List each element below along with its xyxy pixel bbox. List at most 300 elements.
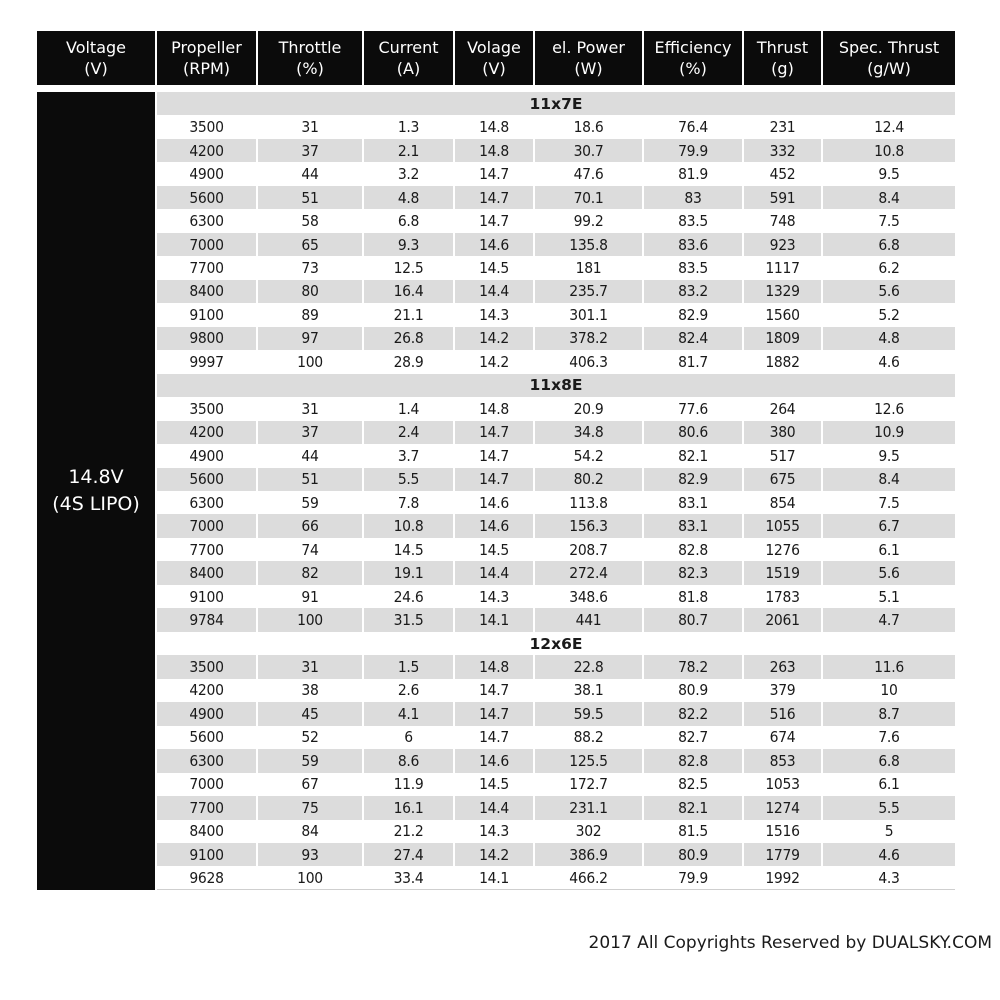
cell-volage: 14.8: [455, 655, 533, 678]
cell-spec-thrust: 11.6: [823, 655, 955, 678]
cell-thrust: 1809: [744, 327, 821, 350]
cell-thrust: 675: [744, 468, 821, 491]
cell-throttle: 75: [258, 796, 362, 819]
cell-thrust: 1783: [744, 585, 821, 608]
cell-el-power: 34.8: [535, 421, 642, 444]
cell-current: 21.1: [364, 303, 453, 326]
cell-rpm: 5600: [157, 468, 256, 491]
cell-spec-thrust: 4.6: [823, 843, 955, 866]
cell-el-power: 113.8: [535, 491, 642, 514]
cell-spec-thrust: 4.6: [823, 350, 955, 373]
cell-volage: 14.6: [455, 491, 533, 514]
cell-throttle: 80: [258, 280, 362, 303]
voltage-cell: [37, 92, 155, 890]
cell-throttle: 44: [258, 444, 362, 467]
cell-current: 4.8: [364, 186, 453, 209]
cell-volage: 14.5: [455, 256, 533, 279]
table-row: [157, 843, 955, 866]
cell-throttle: 74: [258, 538, 362, 561]
cell-current: 16.1: [364, 796, 453, 819]
cell-efficiency: 82.8: [644, 749, 742, 772]
cell-el-power: 386.9: [535, 843, 642, 866]
cell-current: 4.1: [364, 702, 453, 725]
cell-volage: 14.5: [455, 773, 533, 796]
cell-current: 2.1: [364, 139, 453, 162]
cell-throttle: 37: [258, 421, 362, 444]
cell-volage: 14.5: [455, 538, 533, 561]
data-grid: [157, 92, 955, 890]
cell-rpm: 7700: [157, 256, 256, 279]
table-row: [157, 397, 955, 420]
cell-volage: 14.8: [455, 139, 533, 162]
cell-spec-thrust: 9.5: [823, 162, 955, 185]
table-row: [157, 608, 955, 631]
cell-efficiency: 83.5: [644, 256, 742, 279]
cell-rpm: 4200: [157, 679, 256, 702]
table-row: [157, 655, 955, 678]
cell-throttle: 84: [258, 820, 362, 843]
table-row: [157, 866, 955, 889]
cell-rpm: 9800: [157, 327, 256, 350]
cell-current: 11.9: [364, 773, 453, 796]
cell-volage: 14.7: [455, 162, 533, 185]
cell-spec-thrust: 8.7: [823, 702, 955, 725]
cell-spec-thrust: 5.6: [823, 561, 955, 584]
cell-throttle: 100: [258, 608, 362, 631]
cell-efficiency: 77.6: [644, 397, 742, 420]
cell-throttle: 52: [258, 726, 362, 749]
cell-current: 1.5: [364, 655, 453, 678]
cell-spec-thrust: 6.8: [823, 749, 955, 772]
cell-volage: 14.6: [455, 233, 533, 256]
header-current: [364, 31, 453, 85]
cell-efficiency: 83.6: [644, 233, 742, 256]
header-unit: (%): [296, 59, 324, 78]
cell-thrust: 264: [744, 397, 821, 420]
cell-current: 6.8: [364, 209, 453, 232]
header-spec-thrust: [823, 31, 955, 85]
cell-spec-thrust: 4.7: [823, 608, 955, 631]
table-row: [157, 327, 955, 350]
cell-volage: 14.3: [455, 303, 533, 326]
table-row: [157, 726, 955, 749]
cell-el-power: 301.1: [535, 303, 642, 326]
cell-thrust: 263: [744, 655, 821, 678]
cell-throttle: 82: [258, 561, 362, 584]
table-row: [157, 514, 955, 537]
cell-el-power: 348.6: [535, 585, 642, 608]
cell-thrust: 1516: [744, 820, 821, 843]
cell-throttle: 100: [258, 350, 362, 373]
cell-thrust: 854: [744, 491, 821, 514]
cell-throttle: 31: [258, 397, 362, 420]
cell-rpm: 4900: [157, 702, 256, 725]
header-efficiency: [644, 31, 742, 85]
table-row: [157, 280, 955, 303]
cell-rpm: 9628: [157, 866, 256, 889]
cell-throttle: 97: [258, 327, 362, 350]
cell-efficiency: 82.1: [644, 444, 742, 467]
cell-spec-thrust: 8.4: [823, 186, 955, 209]
header-label: Current: [378, 38, 439, 57]
header-label: Spec. Thrust: [838, 38, 940, 57]
cell-el-power: 59.5: [535, 702, 642, 725]
cell-thrust: 748: [744, 209, 821, 232]
header-label: Thrust: [756, 38, 809, 57]
header-unit: (RPM): [182, 59, 231, 78]
table-row: [157, 139, 955, 162]
cell-thrust: 517: [744, 444, 821, 467]
cell-el-power: 302: [535, 820, 642, 843]
cell-efficiency: 81.7: [644, 350, 742, 373]
cell-volage: 14.7: [455, 468, 533, 491]
cell-current: 16.4: [364, 280, 453, 303]
cell-rpm: 7000: [157, 233, 256, 256]
header-throttle: [258, 31, 362, 85]
cell-spec-thrust: 10.8: [823, 139, 955, 162]
cell-spec-thrust: 5: [823, 820, 955, 843]
cell-volage: 14.7: [455, 444, 533, 467]
cell-current: 12.5: [364, 256, 453, 279]
cell-spec-thrust: 12.6: [823, 397, 955, 420]
cell-volage: 14.1: [455, 866, 533, 889]
header-unit: (V): [84, 59, 108, 78]
table-row: [157, 491, 955, 514]
cell-current: 26.8: [364, 327, 453, 350]
cell-throttle: 45: [258, 702, 362, 725]
copyright-footer: 2017 All Copyrights Reserved by DUALSKY.COM: [588, 933, 992, 953]
cell-el-power: 125.5: [535, 749, 642, 772]
table-row: [157, 538, 955, 561]
cell-rpm: 8400: [157, 280, 256, 303]
cell-rpm: 9100: [157, 303, 256, 326]
cell-spec-thrust: 10.9: [823, 421, 955, 444]
cell-thrust: 1276: [744, 538, 821, 561]
cell-efficiency: 79.9: [644, 139, 742, 162]
cell-rpm: 3500: [157, 397, 256, 420]
cell-thrust: 380: [744, 421, 821, 444]
cell-el-power: 47.6: [535, 162, 642, 185]
cell-volage: 14.4: [455, 796, 533, 819]
cell-current: 8.6: [364, 749, 453, 772]
cell-efficiency: 80.9: [644, 679, 742, 702]
cell-thrust: 379: [744, 679, 821, 702]
table-row: [157, 115, 955, 138]
cell-efficiency: 79.9: [644, 866, 742, 889]
cell-current: 7.8: [364, 491, 453, 514]
cell-el-power: 18.6: [535, 115, 642, 138]
header-unit: (V): [482, 59, 506, 78]
cell-volage: 14.6: [455, 749, 533, 772]
cell-thrust: 923: [744, 233, 821, 256]
cell-throttle: 31: [258, 115, 362, 138]
cell-el-power: 54.2: [535, 444, 642, 467]
cell-thrust: 591: [744, 186, 821, 209]
cell-efficiency: 82.7: [644, 726, 742, 749]
cell-rpm: 5600: [157, 726, 256, 749]
cell-rpm: 7000: [157, 514, 256, 537]
header-unit: (W): [574, 59, 603, 78]
cell-efficiency: 83.1: [644, 514, 742, 537]
cell-efficiency: 78.2: [644, 655, 742, 678]
cell-el-power: 99.2: [535, 209, 642, 232]
cell-throttle: 65: [258, 233, 362, 256]
cell-spec-thrust: 6.1: [823, 538, 955, 561]
cell-rpm: 8400: [157, 820, 256, 843]
cell-spec-thrust: 5.5: [823, 796, 955, 819]
cell-thrust: 452: [744, 162, 821, 185]
header-label: Efficiency: [654, 38, 732, 57]
cell-current: 27.4: [364, 843, 453, 866]
voltage-value: 14.8V: [68, 466, 124, 488]
cell-throttle: 67: [258, 773, 362, 796]
cell-rpm: 9100: [157, 585, 256, 608]
table-body: [37, 92, 955, 890]
table-row: [157, 679, 955, 702]
cell-el-power: 235.7: [535, 280, 642, 303]
cell-spec-thrust: 7.5: [823, 491, 955, 514]
cell-current: 14.5: [364, 538, 453, 561]
cell-volage: 14.2: [455, 327, 533, 350]
cell-el-power: 231.1: [535, 796, 642, 819]
cell-current: 2.6: [364, 679, 453, 702]
cell-throttle: 51: [258, 186, 362, 209]
cell-throttle: 100: [258, 866, 362, 889]
header-label: Throttle: [278, 38, 342, 57]
cell-spec-thrust: 9.5: [823, 444, 955, 467]
cell-thrust: 1779: [744, 843, 821, 866]
cell-throttle: 66: [258, 514, 362, 537]
cell-volage: 14.4: [455, 280, 533, 303]
header-label: Propeller: [171, 38, 242, 57]
cell-spec-thrust: 7.6: [823, 726, 955, 749]
cell-spec-thrust: 7.5: [823, 209, 955, 232]
cell-efficiency: 82.8: [644, 538, 742, 561]
cell-rpm: 4900: [157, 162, 256, 185]
cell-thrust: 516: [744, 702, 821, 725]
header-unit: (g): [771, 59, 794, 78]
cell-efficiency: 80.7: [644, 608, 742, 631]
table-row: [157, 186, 955, 209]
cell-current: 1.4: [364, 397, 453, 420]
cell-volage: 14.2: [455, 350, 533, 373]
cell-rpm: 3500: [157, 655, 256, 678]
cell-thrust: 2061: [744, 608, 821, 631]
cell-efficiency: 80.9: [644, 843, 742, 866]
cell-throttle: 51: [258, 468, 362, 491]
cell-spec-thrust: 6.8: [823, 233, 955, 256]
table-row: [157, 162, 955, 185]
cell-throttle: 59: [258, 491, 362, 514]
cell-current: 31.5: [364, 608, 453, 631]
table-row: [157, 233, 955, 256]
cell-efficiency: 83: [644, 186, 742, 209]
cell-throttle: 59: [258, 749, 362, 772]
cell-el-power: 181: [535, 256, 642, 279]
cell-volage: 14.3: [455, 585, 533, 608]
cell-volage: 14.1: [455, 608, 533, 631]
cell-thrust: 332: [744, 139, 821, 162]
cell-el-power: 30.7: [535, 139, 642, 162]
cell-current: 24.6: [364, 585, 453, 608]
section-header-11x7e: 11x7E: [157, 92, 955, 115]
section-header-12x6e: 12x6E: [157, 632, 955, 655]
cell-spec-thrust: 5.6: [823, 280, 955, 303]
cell-spec-thrust: 6.2: [823, 256, 955, 279]
cell-volage: 14.2: [455, 843, 533, 866]
table-row: [157, 468, 955, 491]
cell-el-power: 88.2: [535, 726, 642, 749]
cell-thrust: 1053: [744, 773, 821, 796]
cell-volage: 14.3: [455, 820, 533, 843]
cell-volage: 14.7: [455, 679, 533, 702]
header-unit: (A): [396, 59, 421, 78]
cell-throttle: 37: [258, 139, 362, 162]
cell-throttle: 58: [258, 209, 362, 232]
header-label: el. Power: [552, 38, 625, 57]
section-header-11x8e: 11x8E: [157, 374, 955, 397]
cell-spec-thrust: 5.2: [823, 303, 955, 326]
cell-throttle: 93: [258, 843, 362, 866]
cell-el-power: 406.3: [535, 350, 642, 373]
cell-volage: 14.7: [455, 209, 533, 232]
cell-volage: 14.7: [455, 702, 533, 725]
cell-thrust: 853: [744, 749, 821, 772]
cell-rpm: 6300: [157, 491, 256, 514]
cell-throttle: 38: [258, 679, 362, 702]
cell-spec-thrust: 5.1: [823, 585, 955, 608]
cell-el-power: 272.4: [535, 561, 642, 584]
table-row: [157, 209, 955, 232]
cell-efficiency: 82.1: [644, 796, 742, 819]
cell-volage: 14.8: [455, 397, 533, 420]
cell-spec-thrust: 4.3: [823, 866, 955, 889]
header-label: Voltage: [65, 38, 126, 57]
header-propeller: [157, 31, 256, 85]
cell-rpm: 5600: [157, 186, 256, 209]
cell-el-power: 466.2: [535, 866, 642, 889]
cell-thrust: 1560: [744, 303, 821, 326]
cell-current: 6: [364, 726, 453, 749]
cell-rpm: 8400: [157, 561, 256, 584]
cell-current: 19.1: [364, 561, 453, 584]
cell-throttle: 31: [258, 655, 362, 678]
cell-volage: 14.7: [455, 421, 533, 444]
table-row: [157, 820, 955, 843]
cell-rpm: 7700: [157, 796, 256, 819]
header-volage: [455, 31, 533, 85]
table-header: [37, 31, 955, 85]
cell-thrust: 1329: [744, 280, 821, 303]
cell-current: 28.9: [364, 350, 453, 373]
cell-el-power: 156.3: [535, 514, 642, 537]
cell-thrust: 674: [744, 726, 821, 749]
cell-thrust: 1055: [744, 514, 821, 537]
cell-el-power: 38.1: [535, 679, 642, 702]
cell-el-power: 378.2: [535, 327, 642, 350]
cell-throttle: 91: [258, 585, 362, 608]
cell-current: 9.3: [364, 233, 453, 256]
cell-efficiency: 82.4: [644, 327, 742, 350]
cell-rpm: 9784: [157, 608, 256, 631]
cell-volage: 14.7: [455, 186, 533, 209]
cell-current: 33.4: [364, 866, 453, 889]
cell-current: 2.4: [364, 421, 453, 444]
cell-spec-thrust: 10: [823, 679, 955, 702]
cell-spec-thrust: 12.4: [823, 115, 955, 138]
cell-el-power: 208.7: [535, 538, 642, 561]
cell-thrust: 1882: [744, 350, 821, 373]
cell-volage: 14.6: [455, 514, 533, 537]
cell-thrust: 231: [744, 115, 821, 138]
header-unit: (g/W): [867, 59, 911, 78]
cell-rpm: 3500: [157, 115, 256, 138]
table-row: [157, 702, 955, 725]
cell-efficiency: 82.2: [644, 702, 742, 725]
cell-rpm: 4200: [157, 139, 256, 162]
table-bottom-divider: [157, 889, 955, 890]
cell-spec-thrust: 6.1: [823, 773, 955, 796]
cell-rpm: 4200: [157, 421, 256, 444]
table-row: [157, 256, 955, 279]
table-row: [157, 796, 955, 819]
cell-throttle: 73: [258, 256, 362, 279]
cell-rpm: 9997: [157, 350, 256, 373]
table-row: [157, 421, 955, 444]
cell-thrust: 1117: [744, 256, 821, 279]
header-unit: (%): [679, 59, 707, 78]
cell-efficiency: 82.9: [644, 468, 742, 491]
cell-volage: 14.8: [455, 115, 533, 138]
cell-efficiency: 83.5: [644, 209, 742, 232]
cell-volage: 14.4: [455, 561, 533, 584]
cell-efficiency: 81.9: [644, 162, 742, 185]
cell-spec-thrust: 4.8: [823, 327, 955, 350]
cell-rpm: 7700: [157, 538, 256, 561]
table-row: [157, 444, 955, 467]
cell-rpm: 4900: [157, 444, 256, 467]
cell-efficiency: 83.1: [644, 491, 742, 514]
cell-current: 21.2: [364, 820, 453, 843]
cell-thrust: 1519: [744, 561, 821, 584]
cell-el-power: 20.9: [535, 397, 642, 420]
table-row: [157, 350, 955, 373]
cell-thrust: 1992: [744, 866, 821, 889]
cell-throttle: 89: [258, 303, 362, 326]
cell-efficiency: 83.2: [644, 280, 742, 303]
cell-el-power: 172.7: [535, 773, 642, 796]
cell-rpm: 6300: [157, 749, 256, 772]
cell-rpm: 9100: [157, 843, 256, 866]
cell-current: 10.8: [364, 514, 453, 537]
cell-efficiency: 82.5: [644, 773, 742, 796]
table-row: [157, 773, 955, 796]
table-row: [157, 561, 955, 584]
cell-thrust: 1274: [744, 796, 821, 819]
cell-el-power: 135.8: [535, 233, 642, 256]
cell-spec-thrust: 6.7: [823, 514, 955, 537]
battery-type: (4S LIPO): [52, 493, 140, 515]
cell-spec-thrust: 8.4: [823, 468, 955, 491]
cell-efficiency: 82.3: [644, 561, 742, 584]
cell-el-power: 80.2: [535, 468, 642, 491]
cell-current: 5.5: [364, 468, 453, 491]
cell-el-power: 22.8: [535, 655, 642, 678]
header-thrust: [744, 31, 821, 85]
cell-current: 3.7: [364, 444, 453, 467]
table-row: [157, 749, 955, 772]
cell-rpm: 7000: [157, 773, 256, 796]
